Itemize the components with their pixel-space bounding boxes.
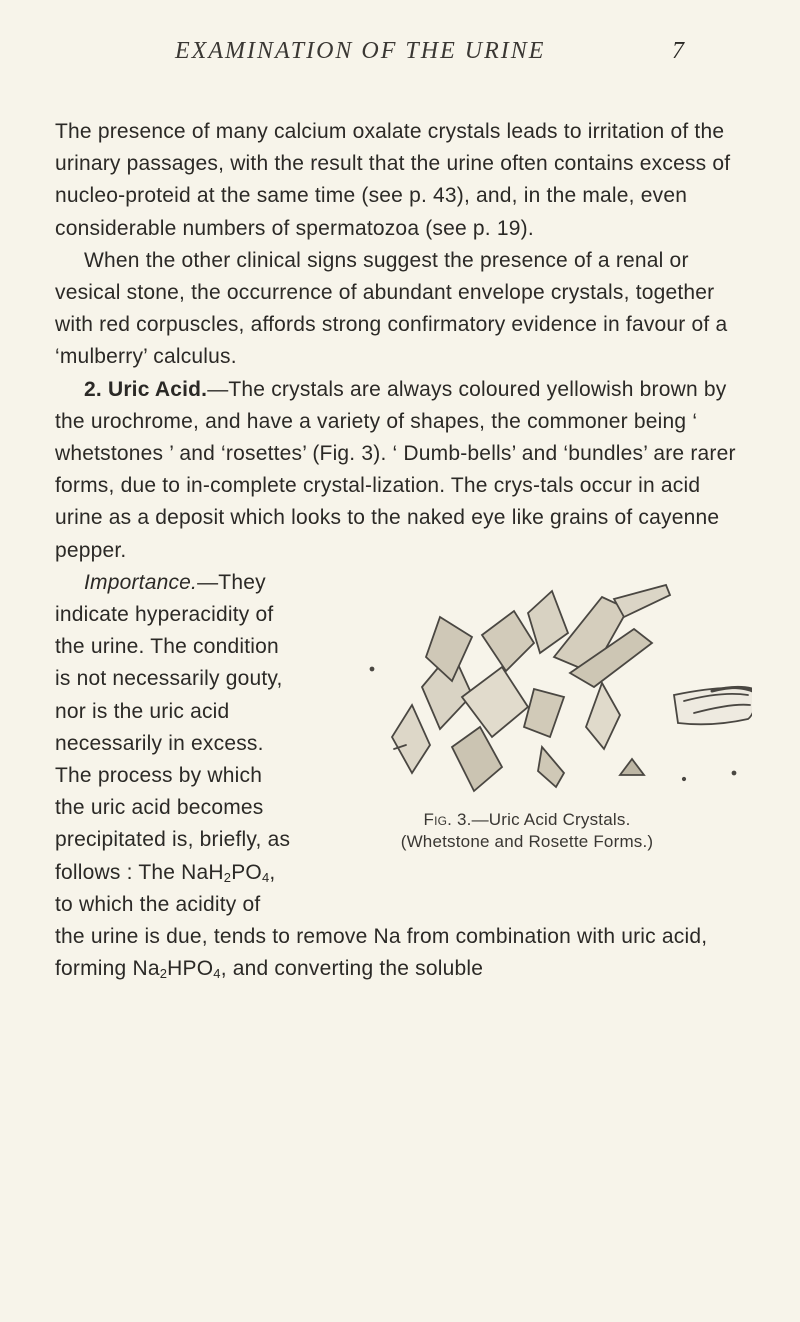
page-header — [0, 38, 800, 78]
subscript: 4 — [213, 966, 221, 982]
page-number: 7 — [672, 38, 684, 64]
figure-uric-acid-crystals — [302, 577, 752, 889]
paragraph-uric-acid — [55, 374, 745, 567]
importance-body-d: HPO — [167, 957, 214, 981]
subscript: 2 — [159, 966, 168, 982]
importance-body-a: —They indicate hyperacidity of the urine. The condition is not necessarily gouty, nor is the uric acid necessarily in excess. The process by which the uric acid becomes precipitated is, briefly, as follows : The NaH — [55, 570, 291, 884]
caption-title-line — [302, 809, 752, 831]
figure-caption — [302, 809, 752, 853]
caption-title: —Uric Acid Crystals. — [471, 809, 631, 829]
subscript: 4 — [261, 869, 270, 885]
importance-body-b: PO — [231, 860, 262, 884]
caption-label: Fig. 3. — [423, 809, 472, 829]
importance-heading: Importance. — [84, 570, 198, 594]
running-title: EXAMINATION OF THE URINE — [175, 38, 546, 64]
importance-body-c: , to which the acidity of the urine is due, tends to remove Na from combination with uric acid, forming Na — [55, 860, 708, 981]
subscript: 2 — [223, 869, 232, 885]
uric-acid-heading: 2. Uric Acid. — [84, 377, 208, 401]
uric-acid-body-intro: —The crystals are always coloured yellowish brown by the urochrome, and have a variety of shapes, the commoner being ‘ whetstones ’ and ‘rosettes’ (Fig. 3). ‘ Dumb-bells’ and ‘bundles’ are rarer forms, due to in-complete crystal-lization. The crys-tals occur in acid urine as a deposit which looks to the naked eye like grains of cayenne pepper. — [55, 377, 736, 562]
importance-body-e: , and converting the soluble — [220, 957, 484, 981]
paragraph-calcium-oxalate: The presence of many calcium oxalate crystals leads to irritation of the urinary passages, with the result that the urine often contains excess of nucleo-proteid at the same time (see p. 43), and, in the male, even considerable numbers of spermatozoa (see p. 19). — [55, 120, 731, 240]
caption-subtitle: (Whetstone and Rosette Forms.) — [400, 831, 654, 851]
body-text — [55, 116, 745, 985]
paragraph-renal-stone: When the other clinical signs suggest the presence of a renal or vesical stone, the occurrence of abundant envelope crystals, together with red corpuscles, affords strong confirmatory evidence in favour of a ‘mulberry’ calculus. — [55, 248, 728, 369]
uric-acid-crystals-illustration — [302, 577, 752, 809]
